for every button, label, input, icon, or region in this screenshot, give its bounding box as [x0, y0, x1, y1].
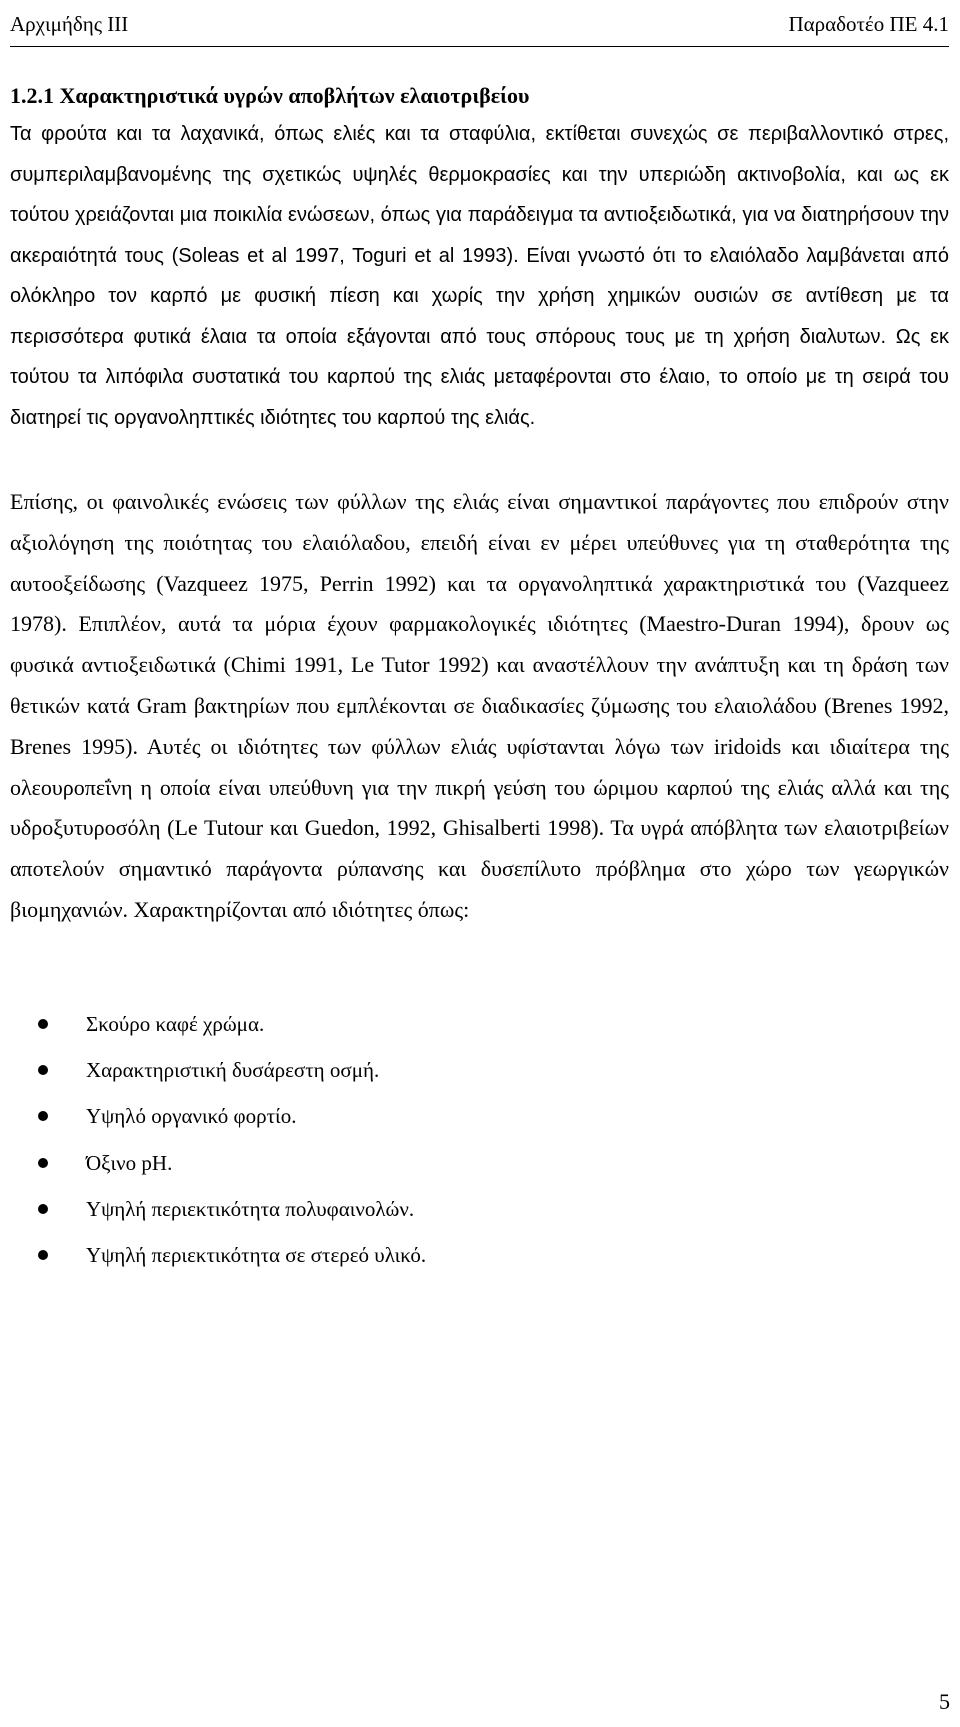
bullet-icon	[38, 1250, 48, 1260]
list-item-text: Όξινο pH.	[86, 1150, 173, 1175]
bullet-icon	[38, 1158, 48, 1168]
page-body	[10, 62, 949, 1279]
page-header	[10, 4, 949, 44]
header-project-name: Αρχιμήδης ΙΙΙ	[10, 12, 129, 36]
list-item	[10, 1047, 949, 1093]
properties-list	[10, 1001, 949, 1279]
list-item	[10, 1232, 949, 1278]
list-item-text: Υψηλό οργανικό φορτίο.	[86, 1104, 297, 1129]
list-item-text: Σκούρο καφέ χρώμα.	[86, 1011, 265, 1036]
list-item	[10, 1001, 949, 1047]
bullet-icon	[38, 1204, 48, 1214]
header-deliverable: Παραδοτέο ΠΕ 4.1	[788, 12, 949, 36]
list-item-text: Χαρακτηριστική δυσάρεστη οσμή.	[86, 1058, 380, 1083]
header-divider	[10, 46, 949, 47]
paragraph-1: Τα φρούτα και τα λαχανικά, όπως ελιές και τα σταφύλια, εκτίθεται συνεχώς σε περιβαλλοντικό στρες, συμπεριλαμβανομένης της σχετικώς υψηλές θερμοκρασίες και την υπεριώδη ακτινοβολία, και ως εκ τούτου χρειάζονται μια ποικιλία ενώσεων, όπως για παράδειγμα τα αντιοξειδωτικά, για να διατηρήσουν την ακεραιότητά τους (Soleas et al 1997, Toguri et al 1993). Είναι γνωστό ότι το ελαιόλαδο λαμβάνεται από ολόκληρο τον καρπό με φυσική πίεση και χωρίς την χρήση χημικών ουσιών σε αντίθεση με τα περισσότερα φυτικά έλαια τα οποία εξάγονται από τους σπόρους τους με τη χρήση διαλυτων. Ως εκ τούτου τα λιπόφιλα συστατικά του καρπού της ελιάς μεταφέρονται στο έλαιο, το οποίο με τη σειρά του διατηρεί τις οργανοληπτικές ιδιότητες του καρπού της ελιάς.	[10, 123, 949, 429]
bullet-icon	[38, 1111, 48, 1121]
section-heading: 1.2.1 Χαρακτηριστικά υγρών αποβλήτων ελαιοτριβείου	[10, 83, 530, 108]
bullet-icon	[38, 1065, 48, 1075]
list-item	[10, 1093, 949, 1139]
list-item	[10, 1140, 949, 1186]
page-number: 5	[939, 1689, 950, 1714]
paragraph-2: Επίσης, οι φαινολικές ενώσεις των φύλλων της ελιάς είναι σημαντικοί παράγοντες που επιδρούν στην αξιολόγηση της ποιότητας του ελαιόλαδου, επειδή είναι εν μέρει υπεύθυνες για τη σταθερότητα της αυτοοξείδωσης (Vazqueez 1975, Perrin 1992) και τα οργανοληπτικά χαρακτηριστικά του (Vazqueez 1978). Επιπλέον, αυτά τα μόρια έχουν φαρμακολογικές ιδιότητες (Maestro-Duran 1994), δρουν ως φυσικά αντιοξειδωτικά (Chimi 1991, Le Tutor 1992) και αναστέλλουν την ανάπτυξη και τη δράση των θετικών κατά Gram βακτηρίων που εμπλέκονται σε διαδικασίες ζύμωσης του ελαιολάδου (Brenes 1992, Brenes 1995). Αυτές οι ιδιότητες των φύλλων ελιάς υφίστανται λόγω των iridoids και ιδιαίτερα της ολεουροπεΐνη η οποία είναι υπεύθυνη για την πικρή γεύση του ώριμου καρπού της ελιάς αλλά και της υδροξυτυροσόλη (Le Tutour και Guedon, 1992, Ghisalberti 1998). Τα υγρά απόβλητα των ελαιοτριβείων αποτελούν σημαντικό παράγοντα ρύπανσης και δυσεπίλυτο πρόβλημα στο χώρο των γεωργικών βιομηχανιών. Χαρακτηρίζονται από ιδιότητες όπως:	[10, 489, 949, 922]
list-item	[10, 1186, 949, 1232]
list-item-text: Υψηλή περιεκτικότητα σε στερεό υλικό.	[86, 1243, 427, 1268]
bullet-icon	[38, 1019, 48, 1029]
list-item-text: Υψηλή περιεκτικότητα πολυφαινολών.	[86, 1196, 415, 1221]
